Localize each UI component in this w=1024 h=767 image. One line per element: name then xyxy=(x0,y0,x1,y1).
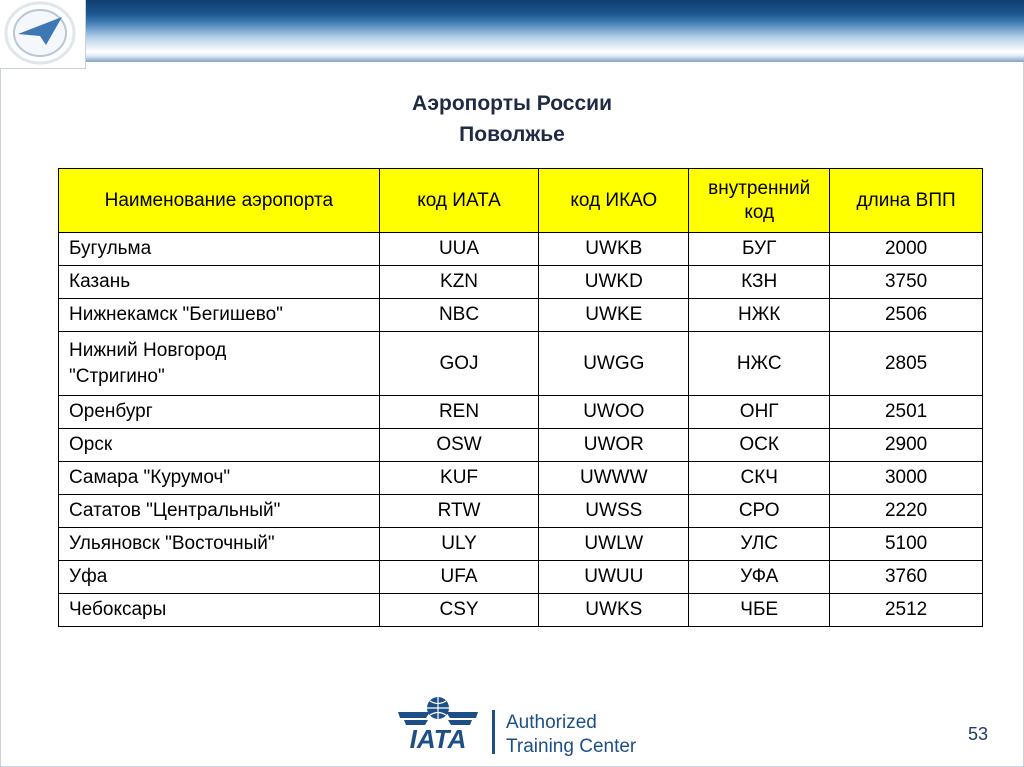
table-header-row xyxy=(59,169,983,233)
iata-cell: RTW xyxy=(379,495,539,528)
iata-cell: UFA xyxy=(379,561,539,594)
airport-name-cell: Уфа xyxy=(59,561,380,594)
runway-cell: 3750 xyxy=(830,266,983,299)
internal-code-cell: НЖК xyxy=(689,299,830,332)
internal-code-cell: НЖС xyxy=(689,332,830,396)
table-row xyxy=(59,429,983,462)
tagline-line1: Authorized xyxy=(506,712,597,733)
airport-name-cell: Самара "Курумоч" xyxy=(59,462,380,495)
runway-cell: 2506 xyxy=(830,299,983,332)
table-row xyxy=(59,528,983,561)
airport-name-cell: Бугульма xyxy=(59,233,380,266)
airport-name-cell: Казань xyxy=(59,266,380,299)
iata-cell: GOJ xyxy=(379,332,539,396)
header-band xyxy=(85,0,1024,62)
iata-cell: CSY xyxy=(379,594,539,627)
airport-name-cell: Сататов "Центральный" xyxy=(59,495,380,528)
table-row xyxy=(59,299,983,332)
icao-cell: UWKB xyxy=(539,233,689,266)
plane-logo-icon xyxy=(0,0,85,68)
runway-cell: 2512 xyxy=(830,594,983,627)
runway-cell: 2000 xyxy=(830,233,983,266)
airport-name-cell: Чебоксары xyxy=(59,594,380,627)
table-row xyxy=(59,495,983,528)
table-row xyxy=(59,332,983,396)
internal-code-cell: УФА xyxy=(689,561,830,594)
iata-cell: UUA xyxy=(379,233,539,266)
iata-globe-icon xyxy=(398,697,478,725)
runway-cell: 3000 xyxy=(830,462,983,495)
icao-cell: UWKD xyxy=(539,266,689,299)
airport-name-cell: Орск xyxy=(59,429,380,462)
runway-cell: 2900 xyxy=(830,429,983,462)
table-row xyxy=(59,266,983,299)
icao-cell: UWWW xyxy=(539,462,689,495)
table-row xyxy=(59,462,983,495)
table-row xyxy=(59,396,983,429)
internal-code-cell: КЗН xyxy=(689,266,830,299)
runway-cell: 5100 xyxy=(830,528,983,561)
iata-cell: ULY xyxy=(379,528,539,561)
iata-cell: OSW xyxy=(379,429,539,462)
icao-cell: UWSS xyxy=(539,495,689,528)
airport-name-cell: Нижнекамск "Бегишево" xyxy=(59,299,380,332)
tagline-line2: Training Center xyxy=(506,736,637,757)
internal-code-cell: ОСК xyxy=(689,429,830,462)
page-number: 53 xyxy=(967,724,989,744)
runway-cell: 2805 xyxy=(830,332,983,396)
brand-name: IATA xyxy=(409,724,467,754)
icao-cell: UWGG xyxy=(539,332,689,396)
table-row xyxy=(59,561,983,594)
iata-cell: KUF xyxy=(379,462,539,495)
internal-code-cell: СРО xyxy=(689,495,830,528)
iata-cell: KZN xyxy=(379,266,539,299)
icao-cell: UWKE xyxy=(539,299,689,332)
icao-cell: UWOR xyxy=(539,429,689,462)
table-row xyxy=(59,233,983,266)
internal-code-cell: ОНГ xyxy=(689,396,830,429)
internal-code-cell: УЛС xyxy=(689,528,830,561)
table-row xyxy=(59,594,983,627)
slide-title: Аэропорты России xyxy=(411,92,612,115)
header-iata-code: код ИАТА xyxy=(379,169,539,233)
airport-name-cell: Оренбург xyxy=(59,396,380,429)
icao-cell: UWUU xyxy=(539,561,689,594)
icao-cell: UWLW xyxy=(539,528,689,561)
slide-subtitle: Поволжье xyxy=(459,123,565,146)
runway-cell: 2220 xyxy=(830,495,983,528)
runway-cell: 2501 xyxy=(830,396,983,429)
icao-cell: UWKS xyxy=(539,594,689,627)
airport-name-cell: Ульяновск "Восточный" xyxy=(59,528,380,561)
airport-name-cell: Нижний Новгород "Стригино" xyxy=(59,332,380,396)
runway-cell: 3760 xyxy=(830,561,983,594)
internal-code-cell: СКЧ xyxy=(689,462,830,495)
header-airport-name: Наименование аэропорта xyxy=(59,169,380,233)
icao-cell: UWOO xyxy=(539,396,689,429)
iata-cell: REN xyxy=(379,396,539,429)
header-runway-length: длина ВПП xyxy=(830,169,983,233)
internal-code-cell: БУГ xyxy=(689,233,830,266)
iata-cell: NBC xyxy=(379,299,539,332)
header-icao-code: код ИКАО xyxy=(539,169,689,233)
internal-code-cell: ЧБЕ xyxy=(689,594,830,627)
header-internal-code: внутренний код xyxy=(689,169,830,233)
airports-table xyxy=(58,168,983,627)
top-logo xyxy=(0,0,86,69)
iata-footer-logo xyxy=(394,688,637,760)
